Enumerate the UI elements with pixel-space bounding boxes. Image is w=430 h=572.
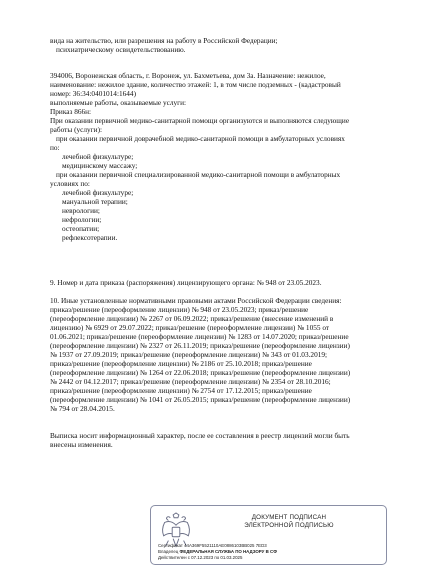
text-line: № 1937 от 27.09.2019; приказ/решение (переоформление лицензии) № 343 от 01.03.2019; <box>50 350 328 359</box>
text-line: № 794 от 28.04.2015. <box>50 404 115 413</box>
electronic-signature-stamp <box>150 505 387 565</box>
text-line: лицензию) № 6929 от 29.07.2022; приказ/решение (переоформление лицензии) № 1055 от <box>50 323 330 332</box>
stamp-certificate <box>158 543 382 549</box>
text-line: (переоформление лицензии) № 1264 от 22.06.2018; приказ/решение (переоформление лицензии) <box>50 368 351 377</box>
text-line: номер: 36:34:0401014:1644) <box>50 89 137 98</box>
stamp-validity: Действителен с 07.12.2023 по 01.03.2025 <box>158 555 243 560</box>
text-line: лечебной физкультуре; <box>62 152 134 161</box>
text-line: выполняемые работы, оказываемые услуги: <box>50 98 187 107</box>
text-line: рефлексотерапии. <box>62 233 118 242</box>
text-line: лечебной физкультуре; <box>62 188 134 197</box>
text-line: медицинскому массажу; <box>62 161 138 170</box>
text-line: при оказании первичной доврачебной медико-санитарной помощи в амбулаторных условиях <box>56 134 345 143</box>
text-line: 10. Иные установленные нормативными правовыми актами Российской Федерации сведения: <box>50 296 342 305</box>
text-line: Приказ 866н: <box>50 107 92 116</box>
text-line: приказ/решение (переоформление лицензии) № 2186 от 25.10.2018; приказ/решение <box>50 359 312 368</box>
certificate-value: 44A369F5521110AE0886103BB025 7ED3 <box>184 543 267 548</box>
text-line: 394006, Воронежская область, г. Воронеж, ул. Бахметьева, дом 3а. Назначение: нежилое, <box>50 71 326 80</box>
text-line: 9. Номер и дата приказа (распоряжения) лицензирующего органа: № 948 от 23.05.2023. <box>50 278 322 287</box>
text-line: нефрологии; <box>62 215 102 224</box>
text-line: (переоформление лицензии) № 1041 от 26.05.2015; приказ/решение (переоформление лицензии) <box>50 395 351 404</box>
text-line: мануальной терапии; <box>62 197 128 206</box>
text-line: по: <box>50 143 60 152</box>
text-line: остеопатии; <box>62 224 100 233</box>
text-line: при оказании первичной специализированной медико-санитарной помощи в амбулаторных <box>56 170 341 179</box>
text-line: При оказании первичной медико-санитарной помощи организуются и выполняются следующие <box>50 116 350 125</box>
text-line: приказ/решение (переоформление лицензии) № 948 от 23.05.2023; приказ/решение <box>50 305 309 314</box>
text-line: Выписка носит информационный характер, после ее составления в реестр лицензий могли быть <box>50 431 350 440</box>
text-line: приказ/решение (переоформление лицензии) № 2754 от 17.12.2015; приказ/решение <box>50 386 312 395</box>
text-line: вида на жительство, или разрешения на работу в Российской Федерации; <box>50 36 278 45</box>
text-line: наименование: нежилое здание, количество этажей: 1, в том числе подземных - (кадастровый <box>50 80 341 89</box>
certificate-label: Сертификат <box>158 543 183 548</box>
stamp-title-line2: ЭЛЕКТРОННОЙ ПОДПИСЬЮ <box>244 522 334 529</box>
text-line: 01.06.2021; приказ/решение (переоформление лицензии) № 1283 от 14.07.2020; приказ/решение <box>50 332 349 341</box>
stamp-owner <box>158 549 382 555</box>
text-line: работы (услуги): <box>50 125 103 134</box>
text-line: психиатрическому освидетельствованию. <box>56 45 186 54</box>
text-line: неврологии; <box>62 206 100 215</box>
owner-value: ФЕДЕРАЛЬНАЯ СЛУЖБА ПО НАДЗОРУ В СФ <box>179 549 277 554</box>
text-line: № 2442 от 04.12.2017; приказ/решение (переоформление лицензии) № 2354 от 28.10.2016; <box>50 377 331 386</box>
text-line: внесены изменения. <box>50 440 113 449</box>
owner-label: Владелец <box>158 549 179 554</box>
text-line: условиях по: <box>50 179 90 188</box>
text-line: (переоформление лицензии) № 2327 от 26.11.2019; приказ/решение (переоформление лицензии) <box>50 341 350 350</box>
text-line: (переоформление лицензии) № 2267 от 06.09.2022; приказ/решение (внесение изменений в <box>50 314 334 323</box>
stamp-title-line1: ДОКУМЕНТ ПОДПИСАН <box>251 514 327 521</box>
